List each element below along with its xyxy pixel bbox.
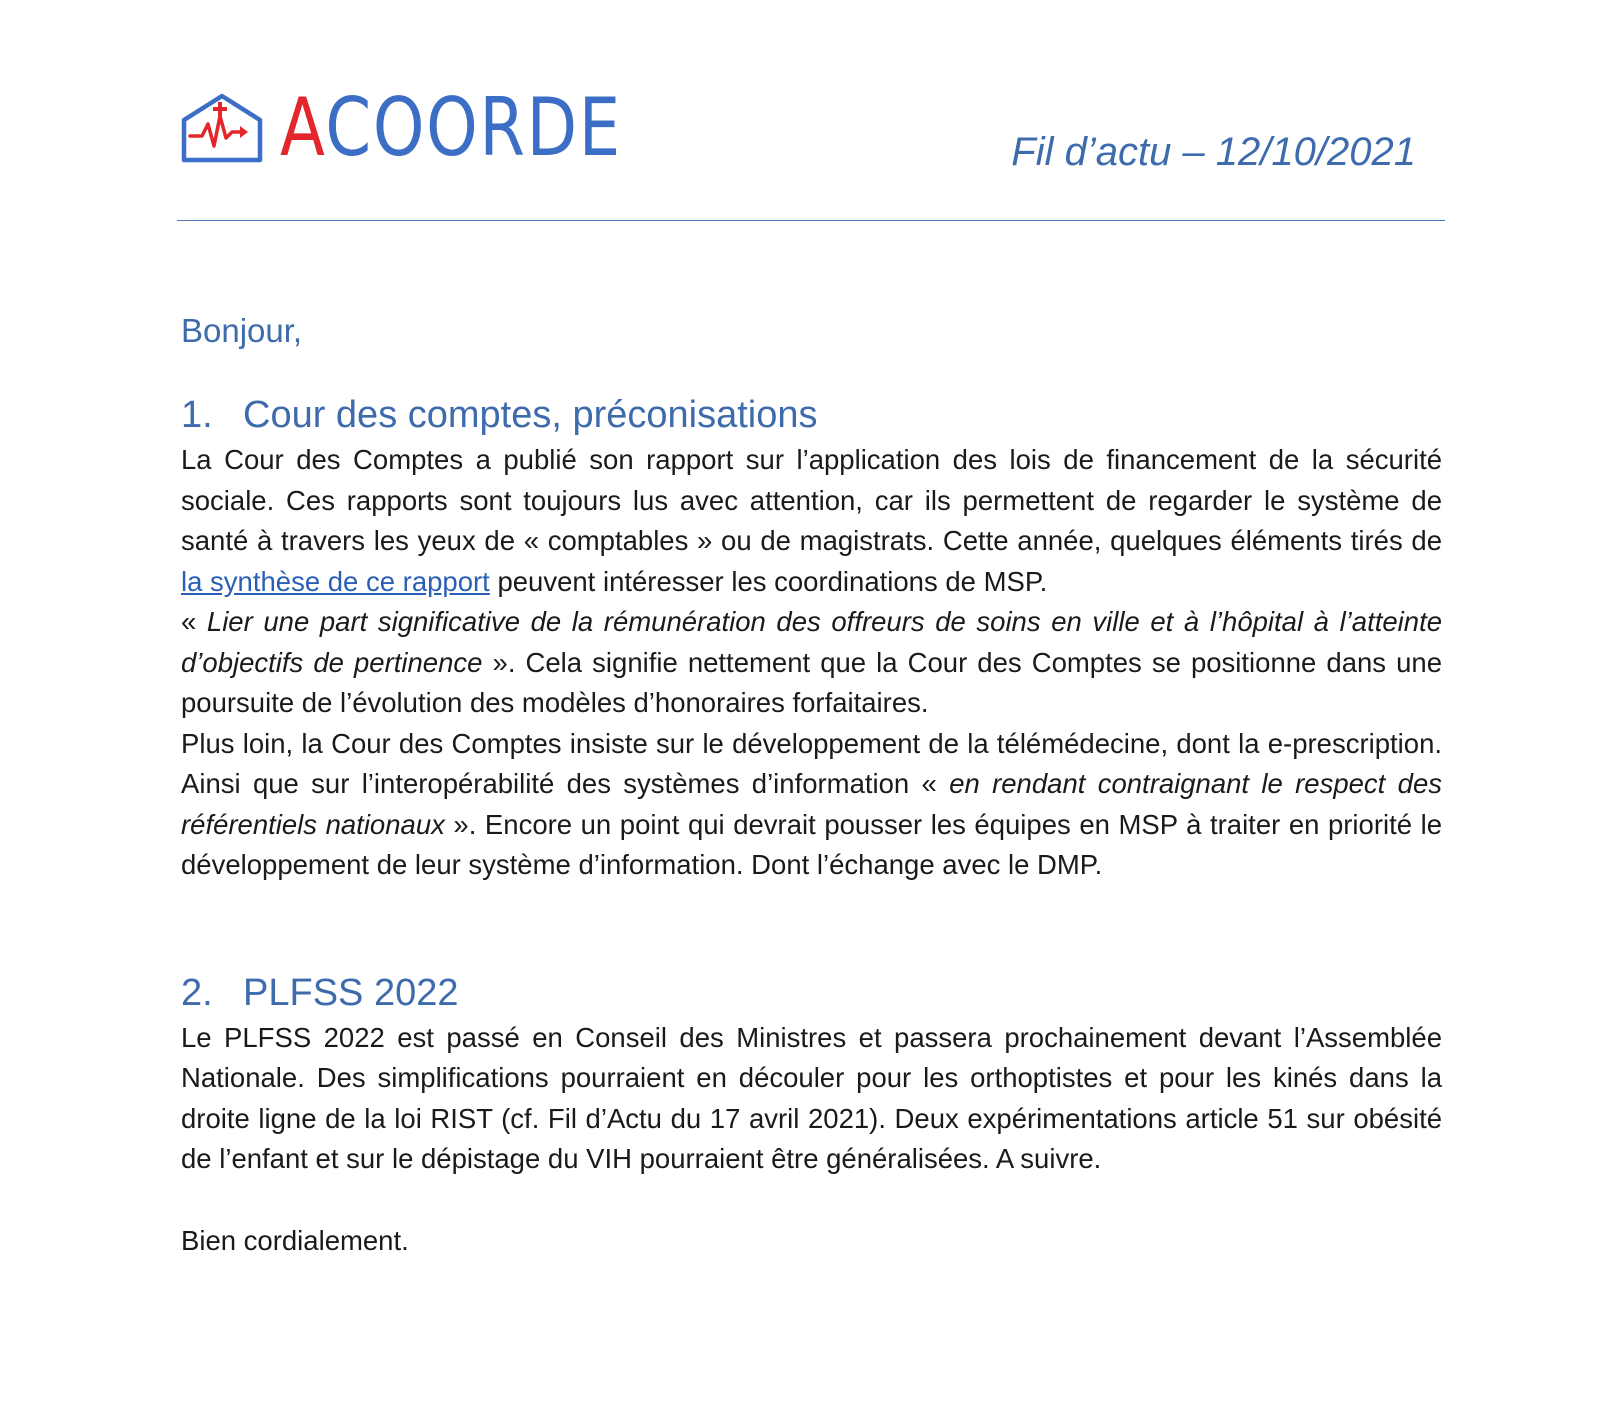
section-2-paragraph-1: Le PLFSS 2022 est passé en Conseil des Ministres et passera prochainement devant l’Assemblée Nationale. Des simplifications pourraient en découler pour les orthoptistes et pour les kinés dans la droite ligne de la loi RIST (cf. Fil d’Actu du 17 avril 2021). Deux expérimentations article 51 sur obésité de l’enfant et sur le dépistage du VIH pourraient être généralisées. A suivre. xyxy=(181,1021,1442,1174)
report-synthesis-link[interactable]: la synthèse de ce rapport xyxy=(181,565,490,597)
section-1-number: 1. xyxy=(181,394,213,436)
paragraph-text: La Cour des Comptes a publié son rapport sur l’application des lois de financement de la sécurité sociale. Ces rapports sont toujours lus avec attention, car ils permettent de regarder le système de santé à travers les yeux de « comptables » ou de magistrats. Cette année, quelques éléments tirés de xyxy=(181,444,1442,556)
quote-mark: « xyxy=(181,606,207,637)
paragraph-text: peuvent intéresser les coordinations de MSP. xyxy=(489,565,1048,597)
quoted-recommendation: en rendant contraignant le respect des référentiels nationaux xyxy=(181,768,1442,840)
quoted-recommendation: Lier une part significative de la rémunération des offreurs de soins en ville et à l’hôpital à l’atteinte d’objectifs de pertinence xyxy=(181,606,1443,678)
greeting: Bonjour, xyxy=(181,312,303,349)
section-2-heading xyxy=(181,970,1442,1016)
paragraph-text: Plus loin, la Cour des Comptes insiste sur le développement de la télémédecine, dont la e-prescription. Ainsi que sur l’interopérabilité des systèmes d’information « xyxy=(181,727,1442,799)
newsletter-title: Fil d’actu – 12/10/2021 xyxy=(1011,130,1416,174)
closing-line: Bien cordialement. xyxy=(181,1224,409,1256)
section-2-number: 2. xyxy=(181,971,213,1014)
header-divider xyxy=(177,220,1445,221)
section-1-title: Cour des comptes, préconisations xyxy=(243,394,818,436)
section-1-paragraph-3 xyxy=(181,724,1442,886)
logo-letter-a: A xyxy=(280,81,326,174)
paragraph-text: ». Cela signifie nettement que la Cour des Comptes se positionne dans une poursuite de l’évolution des modèles d’honoraires forfaitaires. xyxy=(181,646,1442,718)
logo-letters-coorde: COORDE xyxy=(325,81,622,174)
paragraph-text: ». Encore un point qui devrait pousser les équipes en MSP à traiter en priorité le développement de leur système d’information. Dont l’échange avec le DMP. xyxy=(181,808,1442,880)
document-body xyxy=(181,300,1442,1261)
acoorde-logo xyxy=(180,81,697,174)
section-1-paragraph-1 xyxy=(181,440,1442,602)
house-heartbeat-icon xyxy=(180,92,264,164)
logo-wordmark xyxy=(280,81,622,174)
section-1-heading xyxy=(181,392,1442,438)
section-1-paragraph-2 xyxy=(181,602,1442,724)
document-header xyxy=(0,0,1612,230)
section-2-title: PLFSS 2022 xyxy=(243,971,459,1014)
